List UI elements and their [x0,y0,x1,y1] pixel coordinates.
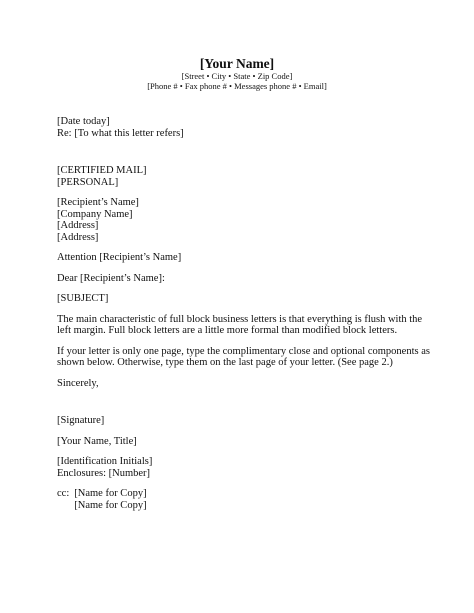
recipient-name: [Recipient’s Name] [57,197,139,208]
cc-block [57,488,457,511]
date-line: [Date today] [57,116,110,127]
salutation: Dear [Recipient’s Name]: [57,272,165,284]
attention-line: Attention [Recipient’s Name] [57,252,182,263]
sender-name: [Your Name] [199,56,275,71]
enclosures-line: Enclosures: [Number] [57,467,151,479]
letterhead [0,56,474,91]
personal-notation: [PERSONAL] [57,176,119,188]
sender-contact: [Phone # • Fax phone # • Messages phone # • Email] [147,81,327,91]
sender-address: [Street • City • State • Zip Code] [181,71,293,81]
reference-line: Re: [To what this letter refers] [57,127,184,139]
letter-body [57,116,457,511]
identification-initials: [Identification Initials] [57,456,153,467]
recipient-address-1: [Address] [57,220,99,231]
cc-copy-2: [Name for Copy] [74,499,147,511]
complimentary-close: Sincerely, [57,377,99,389]
signature-placeholder: [Signature] [57,415,105,426]
cc-list [74,488,146,511]
certified-mail-notation: [CERTIFIED MAIL] [57,165,147,176]
subject-line: [SUBJECT] [57,293,109,304]
cc-copy-1: [Name for Copy] [74,488,147,499]
recipient-company: [Company Name] [57,208,133,220]
body-paragraph-2: If your letter is only one page, type the complimentary close and optional components as shown below. Otherwise, type them on the last page of your letter. (See page 2.) [57,345,430,368]
recipient-address-2: [Address] [57,231,99,243]
cc-label: cc: [57,488,70,499]
signer-name-title: [Your Name, Title] [57,435,137,447]
body-paragraph-1: The main characteristic of full block business letters is that everything is flush with the left margin. Full block letters are a little more formal than modified block letters. [57,313,423,336]
